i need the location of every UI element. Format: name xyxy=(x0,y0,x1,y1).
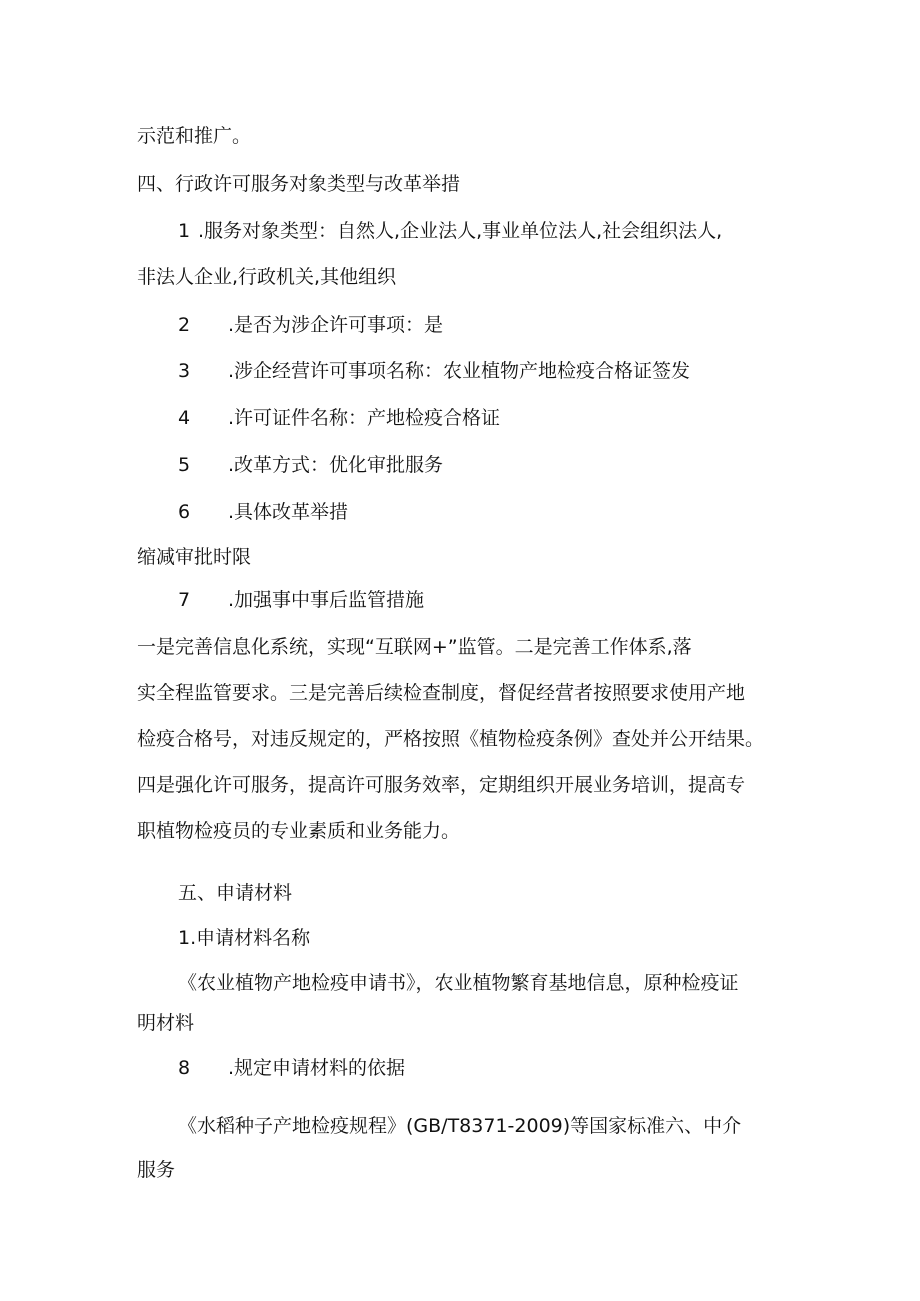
item-2-number: 2 xyxy=(178,314,191,336)
item-4-text: .许可证件名称：产地检疫合格证 xyxy=(228,407,501,429)
section-5-item-1-title: 1.申请材料名称 xyxy=(178,927,311,949)
item-7-paragraph-line: 一是完善信息化系统，实现“互联网+”监管。二是完善工作体系,落 xyxy=(137,636,692,658)
item-6-text: .具体改革举措 xyxy=(228,501,349,523)
item-1-number: 1 xyxy=(178,220,191,242)
section-5-item-1-line: 明材料 xyxy=(137,1012,195,1034)
item-7-paragraph-line: 实全程监管要求。三是完善后续检查制度，督促经营者按照要求使用产地 xyxy=(137,682,746,704)
item-1-text-continued: 非法人企业,行政机关,其他组织 xyxy=(137,266,397,288)
item-6-number: 6 xyxy=(178,501,191,523)
item-4-number: 4 xyxy=(178,407,191,429)
item-3-number: 3 xyxy=(178,360,191,382)
item-1-text: .服务对象类型：自然人,企业法人,事业单位法人,社会组织法人, xyxy=(198,220,723,242)
item-7-paragraph-line: 职植物检疫员的专业素质和业务能力。 xyxy=(137,820,461,842)
item-7-paragraph-line: 四是强化许可服务，提高许可服务效率，定期组织开展业务培训，提高专 xyxy=(137,774,746,796)
item-3-text: .涉企经营许可事项名称：农业植物产地检疫合格证签发 xyxy=(228,360,691,382)
item-5-number: 5 xyxy=(178,454,191,476)
section-5-item-8-line: 服务 xyxy=(137,1159,176,1181)
section-5-item-1-line: 《农业植物产地检疫申请书》，农业植物繁育基地信息，原种检疫证 xyxy=(178,972,739,994)
continuation-line: 示范和推广。 xyxy=(137,125,252,147)
item-8-text: .规定申请材料的依据 xyxy=(228,1057,406,1079)
item-7-text: .加强事中事后监管措施 xyxy=(228,589,425,611)
item-7-number: 7 xyxy=(178,589,191,611)
item-2-text: .是否为涉企许可事项：是 xyxy=(228,314,444,336)
section-5-item-8-line: 《水稻种子产地检疫规程》(GB/T8371-2009)等国家标准六、中介 xyxy=(178,1115,742,1137)
item-7-paragraph-line: 检疫合格号，对违反规定的，严格按照《植物检疫条例》查处并公开结果。 xyxy=(137,728,765,750)
section-4-heading: 四、行政许可服务对象类型与改革举措 xyxy=(137,173,461,195)
item-8-number: 8 xyxy=(178,1057,191,1079)
item-5-text: .改革方式：优化审批服务 xyxy=(228,454,444,476)
item-6-detail: 缩减审批时限 xyxy=(137,546,252,568)
section-5-heading: 五、申请材料 xyxy=(178,882,293,904)
